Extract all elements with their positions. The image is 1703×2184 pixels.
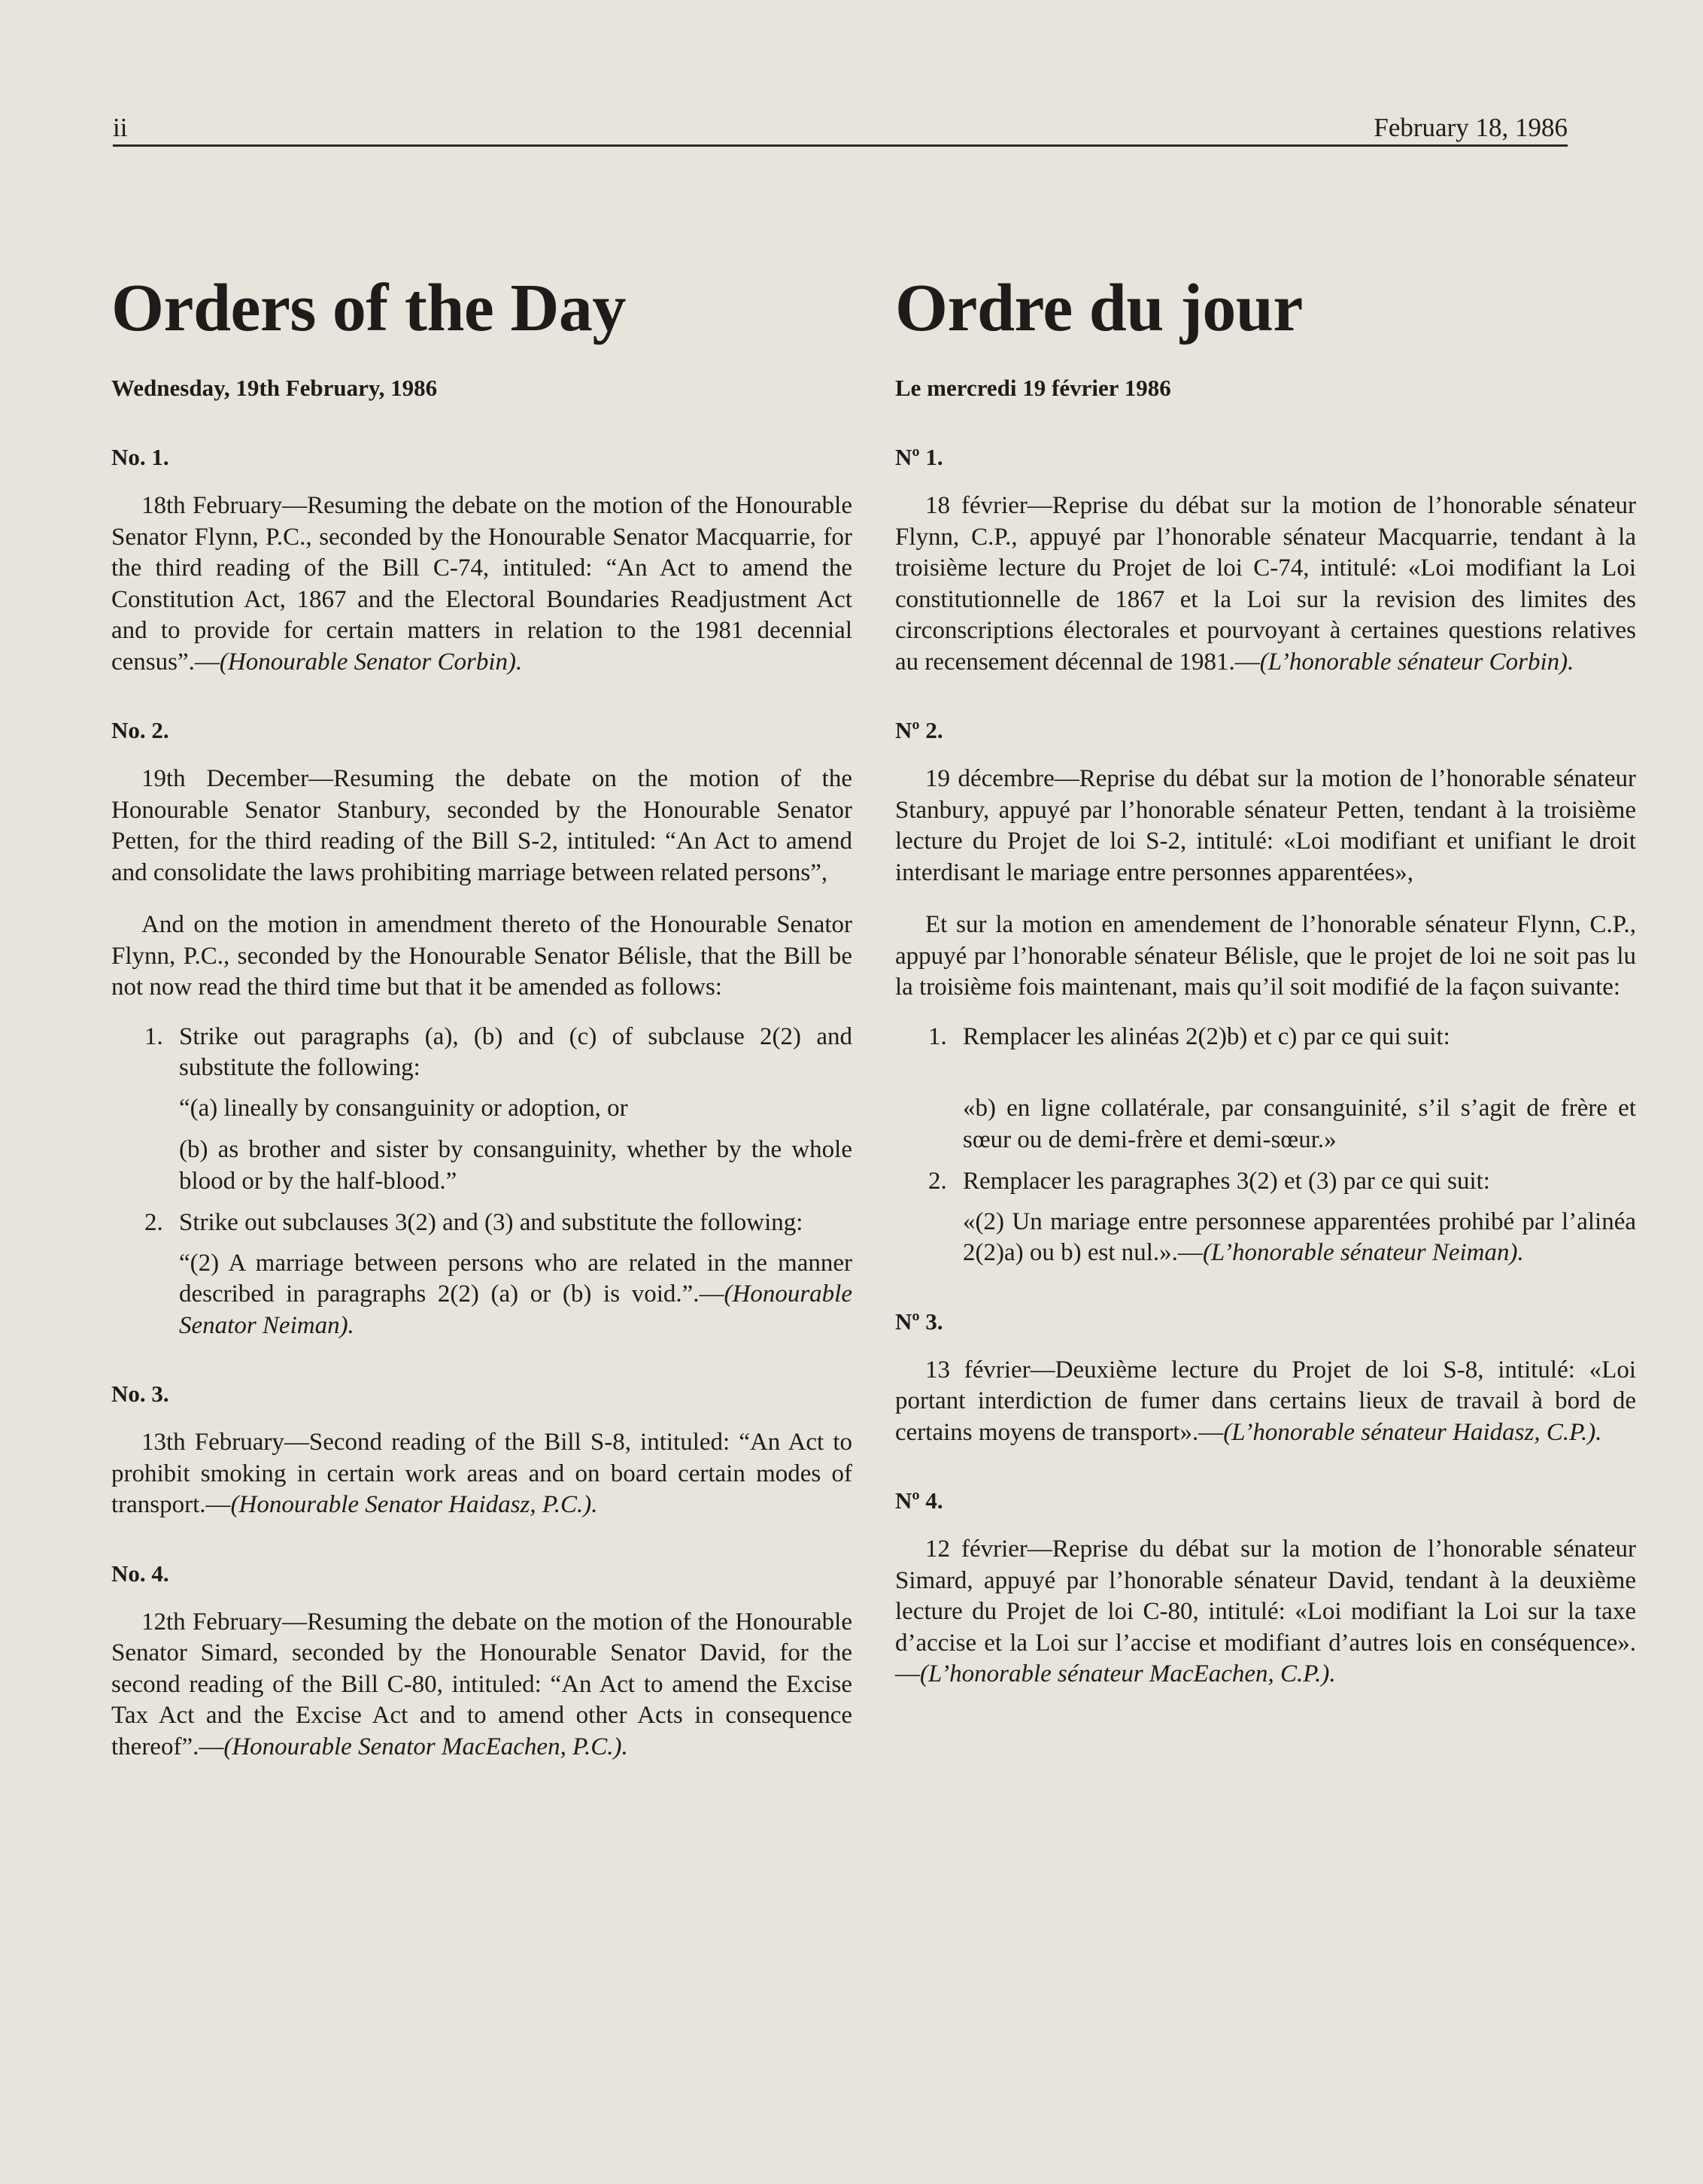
quote-b: «b) en ligne collatérale, par consanguinité, s’il s’agit de frère et sœur ou de demi-frère et demi-sœur.» <box>963 1095 1636 1153</box>
item-number: No. 1. <box>111 444 169 470</box>
english-date: Wednesday, 19th February, 1986 <box>111 375 438 401</box>
english-title: Orders of the Day <box>111 271 626 345</box>
amendment-text: Et sur la motion en amendement de l’honorable sénateur Flynn, C.P., appuyé par l’honorable sénateur Bélisle, que le projet de loi ne soit pas lu la troisième fois maintenant, mais qu’il soit modifié de la façon suivante: <box>895 911 1636 1001</box>
header-date: February 18, 1986 <box>1374 113 1568 142</box>
item-number: Nº 3. <box>895 1308 943 1335</box>
quote-2: “(2) A marriage between persons who are related in the manner described in paragraphs 2(2) (a) or (b) is void.”.—(Honourable Senator Neiman). <box>179 1249 852 1339</box>
item-number: No. 2. <box>111 717 169 743</box>
item-text: 18 février—Reprise du débat sur la motion de l’honorable sénateur Flynn, C.P., appuyé par l’honorable sénateur Macquarrie, tendant à la troisième lecture du Projet de loi C-74, intitulé: «Loi modifiant la Loi constitutionnelle de 1867 et la Loi sur la revision des limites des circonscriptions électorales et pourvoyant à certaines questions relatives au recensement décennal de 1981.—(L’honorable sénateur Corbin). <box>895 492 1636 676</box>
english-item-1 <box>111 442 852 678</box>
amendment-list <box>895 1022 1636 1269</box>
item-number: No. 3. <box>111 1381 169 1407</box>
french-item-4 <box>895 1486 1636 1690</box>
attribution: (L’honorable sénateur MacEachen, C.P.). <box>920 1660 1336 1687</box>
item-number: Nº 4. <box>895 1487 943 1514</box>
attribution: (Honourable Senator Corbin). <box>219 648 523 676</box>
attribution: (Honourable Senator Neiman). <box>179 1280 852 1339</box>
item-text: 12th February—Resuming the debate on the motion of the Honourable Senator Simard, seconded by the Honourable Senator David, for the second reading of the Bill C-80, intituled: “An Act to amend the Excise Tax Act and the Excise Act and to amend other Acts in consequence thereof”.—(Honourable Senator MacEachen, P.C.). <box>111 1608 852 1760</box>
french-title: Ordre du jour <box>895 271 1303 345</box>
item-text: 19 décembre—Reprise du débat sur la motion de l’honorable sénateur Stanbury, appuyé par l’honorable sénateur Petten, tendant à la troisième lecture du Projet de loi S-2, intitulé: «Loi modifiant et unifiant le droit interdisant le mariage entre personnes apparentées», <box>895 765 1636 886</box>
amendment-text: And on the motion in amendment thereto of the Honourable Senator Flynn, P.C., seconded by the Honourable Senator Bélisle, that the Bill be not now read the third time but that it be amended as follows: <box>111 911 852 1001</box>
amendment-step-1: 1. Strike out paragraphs (a), (b) and (c) of subclause 2(2) and substitute the following: “(a) lineally by consanguinity or adoption, or (b) as brother and sister by consanguinity, whether by the whole blood or by the half-blood.” <box>111 1022 852 1198</box>
french-item-3 <box>895 1307 1636 1449</box>
attribution: (Honourable Senator MacEachen, P.C.). <box>223 1733 628 1760</box>
quote-2: «(2) Un mariage entre personnese apparentées prohibé par l’alinéa 2(2)a) ou b) est nul.».—(L’honorable sénateur Neiman). <box>963 1207 1636 1266</box>
english-column <box>111 271 852 1800</box>
attribution: (L’honorable sénateur Neiman). <box>1202 1239 1524 1266</box>
item-text: 12 février—Reprise du débat sur la motion de l’honorable sénateur Simard, appuyé par l’honorable sénateur David, tendant à la deuxième lecture du Projet de loi C-80, intitulé: «Loi modifiant la Loi sur la taxe d’accise et la Loi sur l’accise et modifiant d’autres lois en conséquence».—(L’honorable sénateur MacEachen, C.P.). <box>895 1535 1636 1687</box>
amendment-step-2: 2. Strike out subclauses 3(2) and (3) and substitute the following: “(2) A marriage between persons who are related in the manner described in paragraphs 2(2) (a) or (b) is void.”.—(Honourable Senator Neiman). <box>111 1207 852 1341</box>
french-item-1 <box>895 442 1636 678</box>
french-column <box>895 271 1636 1728</box>
item-number: Nº 2. <box>895 717 943 743</box>
item-text: 13th February—Second reading of the Bill S-8, intituled: “An Act to prohibit smoking in certain work areas and on board certain modes of transport.—(Honourable Senator Haidasz, P.C.). <box>111 1429 852 1518</box>
french-date: Le mercredi 19 février 1986 <box>895 375 1171 401</box>
english-item-2 <box>111 715 852 1341</box>
amendment-step-2: 2. Remplacer les paragraphes 3(2) et (3) par ce qui suit: «(2) Un mariage entre personnese apparentées prohibé par l’alinéa 2(2)a) ou b) est nul.».—(L’honorable sénateur Neiman). <box>895 1166 1636 1269</box>
item-text: 18th February—Resuming the debate on the motion of the Honourable Senator Flynn, P.C., seconded by the Honourable Senator Macquarrie, for the third reading of the Bill C-74, intituled: “An Act to amend the Constitution Act, 1867 and the Electoral Boundaries Readjustment Act and to provide for certain matters in relation to the 1981 decennial census”.—(Honourable Senator Corbin). <box>111 492 852 676</box>
quote-b: (b) as brother and sister by consanguinity, whether by the whole blood or by the half-blood.” <box>179 1136 852 1195</box>
item-text: 13 février—Deuxième lecture du Projet de loi S-8, intitulé: «Loi portant interdiction de fumer dans certains lieux de travail à bord de certains moyens de transport».—(L’honorable sénateur Haidasz, C.P.). <box>895 1356 1636 1446</box>
running-head <box>113 113 1568 143</box>
quote-spacer <box>963 1053 1636 1084</box>
english-item-3 <box>111 1379 852 1521</box>
header-rule <box>113 144 1568 147</box>
attribution: (Honourable Senator Haidasz, P.C.). <box>230 1491 598 1518</box>
item-number: Nº 1. <box>895 444 943 470</box>
amendment-step-1: 1. Remplacer les alinéas 2(2)b) et c) par ce qui suit: «b) en ligne collatérale, par consanguinité, s’il s’agit de frère et sœur ou de demi-frère et demi-sœur.» <box>895 1022 1636 1156</box>
quote-a: “(a) lineally by consanguinity or adoption, or <box>179 1094 628 1122</box>
attribution: (L’honorable sénateur Corbin). <box>1259 648 1574 676</box>
item-text: 19th December—Resuming the debate on the motion of the Honourable Senator Stanbury, seconded by the Honourable Senator Petten, for the third reading of the Bill S-2, intituled: “An Act to amend and consolidate the laws prohibiting marriage between related persons”, <box>111 765 852 886</box>
english-item-4 <box>111 1559 852 1763</box>
page-number: ii <box>113 113 128 142</box>
french-item-2 <box>895 715 1636 1269</box>
attribution: (L’honorable sénateur Haidasz, C.P.). <box>1223 1418 1602 1446</box>
amendment-list <box>111 1022 852 1342</box>
item-number: No. 4. <box>111 1560 169 1587</box>
